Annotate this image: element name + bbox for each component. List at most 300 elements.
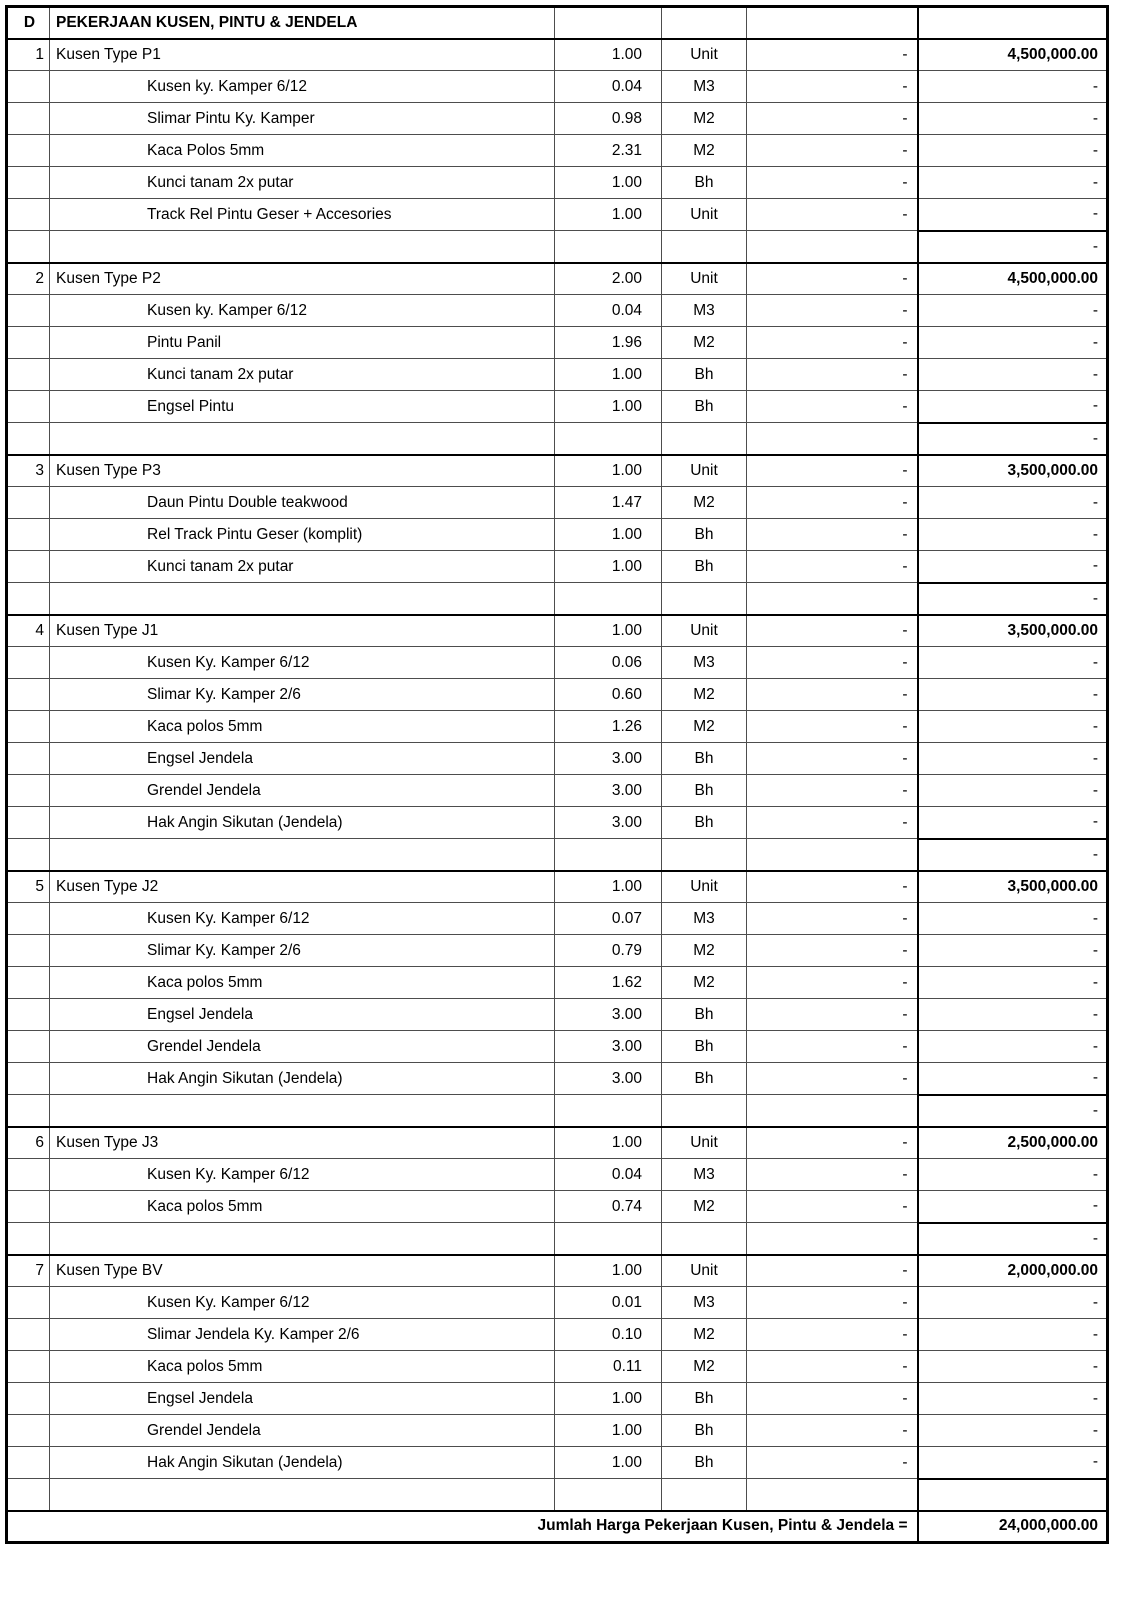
component-row	[7, 999, 1108, 1031]
cell-unit: M3	[662, 903, 747, 935]
cell-total: -	[918, 231, 1108, 263]
cell-unit: Bh	[662, 1383, 747, 1415]
cell-quantity: 1.96	[555, 327, 662, 359]
cell-unit-price	[747, 1479, 918, 1511]
cell-item-number	[7, 167, 50, 199]
component-row	[7, 1191, 1108, 1223]
cell-unit	[662, 1479, 747, 1511]
cell-quantity: 1.00	[555, 455, 662, 487]
cell-quantity	[555, 231, 662, 263]
cell-description: Kusen Type BV	[50, 1255, 555, 1287]
cell-item-number	[7, 679, 50, 711]
cell-unit-price: -	[747, 103, 918, 135]
cell-total: 4,500,000.00	[918, 39, 1108, 71]
cell-item-number	[7, 391, 50, 423]
cell-section-title: PEKERJAAN KUSEN, PINTU & JENDELA	[50, 7, 555, 39]
section-spacer-row	[7, 423, 1108, 455]
cell-unit	[662, 583, 747, 615]
cell-unit-price: -	[747, 903, 918, 935]
cell-unit: M2	[662, 967, 747, 999]
cell-unit: Unit	[662, 39, 747, 71]
cell-quantity	[555, 1095, 662, 1127]
cell-total: -	[918, 807, 1108, 839]
cell-unit: M2	[662, 1351, 747, 1383]
cell-quantity: 0.04	[555, 1159, 662, 1191]
cell-item-number	[7, 775, 50, 807]
cell-total: -	[918, 487, 1108, 519]
cell-description: Kusen Ky. Kamper 6/12	[50, 903, 555, 935]
component-row	[7, 711, 1108, 743]
cell-unit: Bh	[662, 1415, 747, 1447]
cell-unit-price: -	[747, 135, 918, 167]
cell-description: Grendel Jendela	[50, 1031, 555, 1063]
cell-unit: Bh	[662, 167, 747, 199]
cell-description: Pintu Panil	[50, 327, 555, 359]
cell-unit: Unit	[662, 871, 747, 903]
cell-unit: Bh	[662, 999, 747, 1031]
cell-quantity: 0.60	[555, 679, 662, 711]
cell-description: Kusen Ky. Kamper 6/12	[50, 1287, 555, 1319]
cell-quantity	[555, 423, 662, 455]
component-row	[7, 71, 1108, 103]
cell-unit-price: -	[747, 1031, 918, 1063]
cell-item-number	[7, 103, 50, 135]
cell-unit-price	[747, 1095, 918, 1127]
cell-total: -	[918, 551, 1108, 583]
cell-unit-price: -	[747, 807, 918, 839]
section-header-row	[7, 39, 1108, 71]
cell-quantity: 1.00	[555, 519, 662, 551]
cell-total: -	[918, 1223, 1108, 1255]
cell-description: Kunci tanam 2x putar	[50, 551, 555, 583]
cell-item-number	[7, 647, 50, 679]
cell-total: -	[918, 935, 1108, 967]
cell-description: Engsel Jendela	[50, 743, 555, 775]
cell-quantity: 0.01	[555, 1287, 662, 1319]
component-row	[7, 647, 1108, 679]
cell-unit	[662, 7, 747, 39]
section-header-row	[7, 1127, 1108, 1159]
cell-total: 3,500,000.00	[918, 871, 1108, 903]
cell-description: Rel Track Pintu Geser (komplit)	[50, 519, 555, 551]
cell-description: Track Rel Pintu Geser + Accesories	[50, 199, 555, 231]
cell-total: -	[918, 519, 1108, 551]
cell-total: -	[918, 1095, 1108, 1127]
cell-total: -	[918, 1383, 1108, 1415]
cell-unit-price: -	[747, 263, 918, 295]
cell-unit-price: -	[747, 711, 918, 743]
cell-description: Kusen Type J3	[50, 1127, 555, 1159]
cell-section-letter: D	[7, 7, 50, 39]
cell-total: -	[918, 1351, 1108, 1383]
section-header-row	[7, 455, 1108, 487]
cell-quantity: 0.10	[555, 1319, 662, 1351]
grand-total-label: Jumlah Harga Pekerjaan Kusen, Pintu & Jendela =	[7, 1511, 918, 1543]
cell-quantity	[555, 839, 662, 871]
cell-item-number	[7, 327, 50, 359]
cell-item-number	[7, 1095, 50, 1127]
cell-unit-price: -	[747, 1383, 918, 1415]
cell-item-number	[7, 1479, 50, 1511]
cell-unit	[662, 1223, 747, 1255]
cell-quantity: 1.00	[555, 871, 662, 903]
cell-quantity: 3.00	[555, 743, 662, 775]
cell-description: Grendel Jendela	[50, 1415, 555, 1447]
cell-total: -	[918, 327, 1108, 359]
cell-quantity: 0.07	[555, 903, 662, 935]
cell-description: Kusen Type J2	[50, 871, 555, 903]
cell-unit-price: -	[747, 743, 918, 775]
cell-quantity: 1.47	[555, 487, 662, 519]
table-footer	[7, 1511, 1108, 1543]
cell-item-number	[7, 1319, 50, 1351]
cell-item-number	[7, 711, 50, 743]
cell-description	[50, 583, 555, 615]
cell-item-number: 3	[7, 455, 50, 487]
cell-total	[918, 1479, 1108, 1511]
cell-description: Kusen Type P3	[50, 455, 555, 487]
component-row	[7, 1063, 1108, 1095]
cell-total: -	[918, 1319, 1108, 1351]
cell-unit-price: -	[747, 871, 918, 903]
cell-unit-price: -	[747, 999, 918, 1031]
component-row	[7, 1351, 1108, 1383]
cell-item-number	[7, 1415, 50, 1447]
cell-quantity: 1.26	[555, 711, 662, 743]
cell-unit-price: -	[747, 1351, 918, 1383]
cell-unit: Bh	[662, 1063, 747, 1095]
cell-total: -	[918, 711, 1108, 743]
component-row	[7, 167, 1108, 199]
cell-item-number	[7, 839, 50, 871]
component-row	[7, 1031, 1108, 1063]
cell-quantity	[555, 583, 662, 615]
cell-description	[50, 231, 555, 263]
cell-description: Kusen ky. Kamper 6/12	[50, 295, 555, 327]
cell-description: Grendel Jendela	[50, 775, 555, 807]
cell-unit-price: -	[747, 679, 918, 711]
cell-item-number: 2	[7, 263, 50, 295]
cell-quantity: 1.00	[555, 39, 662, 71]
cell-unit-price: -	[747, 327, 918, 359]
component-row	[7, 295, 1108, 327]
section-spacer-row	[7, 1095, 1108, 1127]
cell-total: -	[918, 71, 1108, 103]
cell-total: -	[918, 967, 1108, 999]
cell-quantity: 0.79	[555, 935, 662, 967]
cell-item-number	[7, 295, 50, 327]
cell-total: -	[918, 583, 1108, 615]
cell-quantity: 1.00	[555, 1127, 662, 1159]
cell-unit-price: -	[747, 1447, 918, 1479]
cell-unit: Bh	[662, 391, 747, 423]
cell-total: -	[918, 1159, 1108, 1191]
cell-description	[50, 1479, 555, 1511]
cell-description: Kaca polos 5mm	[50, 711, 555, 743]
component-row	[7, 1383, 1108, 1415]
component-row	[7, 1287, 1108, 1319]
cell-unit: M2	[662, 327, 747, 359]
component-row	[7, 551, 1108, 583]
component-row	[7, 391, 1108, 423]
cell-total: -	[918, 423, 1108, 455]
section-spacer-row	[7, 1479, 1108, 1511]
cell-total: -	[918, 1415, 1108, 1447]
cell-unit: Bh	[662, 359, 747, 391]
component-row	[7, 103, 1108, 135]
cell-total: 4,500,000.00	[918, 263, 1108, 295]
cell-unit-price: -	[747, 1159, 918, 1191]
cell-unit: Bh	[662, 743, 747, 775]
cell-total: -	[918, 839, 1108, 871]
cell-unit: Unit	[662, 263, 747, 295]
cell-item-number: 5	[7, 871, 50, 903]
cell-unit: M2	[662, 1191, 747, 1223]
cell-item-number	[7, 1159, 50, 1191]
cell-unit-price: -	[747, 1191, 918, 1223]
cell-unit-price	[747, 583, 918, 615]
cell-description: Kusen Ky. Kamper 6/12	[50, 1159, 555, 1191]
cell-unit-price: -	[747, 647, 918, 679]
cell-item-number	[7, 1351, 50, 1383]
cell-unit-price: -	[747, 1127, 918, 1159]
cell-quantity: 3.00	[555, 775, 662, 807]
cell-unit: Bh	[662, 551, 747, 583]
cell-total: -	[918, 903, 1108, 935]
cell-unit: M3	[662, 1159, 747, 1191]
cell-total: 3,500,000.00	[918, 455, 1108, 487]
cell-unit-price: -	[747, 615, 918, 647]
cell-unit: M3	[662, 647, 747, 679]
component-row	[7, 519, 1108, 551]
cell-total: -	[918, 135, 1108, 167]
cell-quantity	[555, 1223, 662, 1255]
cell-description: Hak Angin Sikutan (Jendela)	[50, 1063, 555, 1095]
component-row	[7, 903, 1108, 935]
cell-item-number	[7, 743, 50, 775]
cell-item-number	[7, 1383, 50, 1415]
component-row	[7, 135, 1108, 167]
cell-total: 2,500,000.00	[918, 1127, 1108, 1159]
cell-unit: M2	[662, 935, 747, 967]
component-row	[7, 1447, 1108, 1479]
cell-quantity	[555, 7, 662, 39]
cell-quantity: 2.00	[555, 263, 662, 295]
cell-item-number	[7, 1447, 50, 1479]
cell-description: Slimar Jendela Ky. Kamper 2/6	[50, 1319, 555, 1351]
cell-item-number	[7, 967, 50, 999]
cell-quantity: 3.00	[555, 1063, 662, 1095]
cell-total: -	[918, 1287, 1108, 1319]
cell-total: -	[918, 167, 1108, 199]
cell-unit: M3	[662, 295, 747, 327]
cell-unit: Unit	[662, 455, 747, 487]
cell-unit: Unit	[662, 1255, 747, 1287]
section-spacer-row	[7, 583, 1108, 615]
boq-table	[5, 5, 1109, 1544]
cell-description	[50, 1223, 555, 1255]
cell-total: -	[918, 1191, 1108, 1223]
cell-total: -	[918, 359, 1108, 391]
cell-total: -	[918, 391, 1108, 423]
cell-quantity: 1.00	[555, 1255, 662, 1287]
cell-description: Kunci tanam 2x putar	[50, 359, 555, 391]
cell-unit-price: -	[747, 487, 918, 519]
cell-item-number	[7, 519, 50, 551]
cell-unit-price: -	[747, 775, 918, 807]
cell-unit-price: -	[747, 71, 918, 103]
cell-unit: Bh	[662, 1447, 747, 1479]
cell-description: Slimar Ky. Kamper 2/6	[50, 935, 555, 967]
cell-description: Kaca polos 5mm	[50, 967, 555, 999]
cell-total: 3,500,000.00	[918, 615, 1108, 647]
cell-quantity: 3.00	[555, 1031, 662, 1063]
cell-quantity: 1.62	[555, 967, 662, 999]
cell-description	[50, 423, 555, 455]
cell-quantity: 1.00	[555, 1447, 662, 1479]
cell-unit: Bh	[662, 807, 747, 839]
cell-description: Kunci tanam 2x putar	[50, 167, 555, 199]
cell-description: Kaca polos 5mm	[50, 1191, 555, 1223]
cell-item-number: 4	[7, 615, 50, 647]
component-row	[7, 487, 1108, 519]
cell-unit-price: -	[747, 551, 918, 583]
section-spacer-row	[7, 1223, 1108, 1255]
cell-unit: M2	[662, 1319, 747, 1351]
component-row	[7, 327, 1108, 359]
section-header-row	[7, 263, 1108, 295]
component-row	[7, 807, 1108, 839]
cell-total: -	[918, 679, 1108, 711]
cell-item-number	[7, 903, 50, 935]
component-row	[7, 679, 1108, 711]
cell-description: Engsel Pintu	[50, 391, 555, 423]
section-header-row	[7, 871, 1108, 903]
cell-unit-price: -	[747, 359, 918, 391]
cell-item-number	[7, 231, 50, 263]
table-body	[7, 7, 1108, 1511]
cell-description: Slimar Ky. Kamper 2/6	[50, 679, 555, 711]
cell-total: 2,000,000.00	[918, 1255, 1108, 1287]
cell-unit: M3	[662, 1287, 747, 1319]
cell-unit-price: -	[747, 295, 918, 327]
grand-total-row	[7, 1511, 1108, 1543]
cell-item-number	[7, 487, 50, 519]
component-row	[7, 935, 1108, 967]
cell-quantity: 1.00	[555, 615, 662, 647]
cell-unit: Unit	[662, 1127, 747, 1159]
cell-description: Kusen Type P2	[50, 263, 555, 295]
cell-unit	[662, 1095, 747, 1127]
cell-quantity: 3.00	[555, 807, 662, 839]
cell-unit	[662, 423, 747, 455]
component-row	[7, 743, 1108, 775]
cell-unit: Bh	[662, 519, 747, 551]
cell-description: Daun Pintu Double teakwood	[50, 487, 555, 519]
cell-quantity: 1.00	[555, 199, 662, 231]
component-row	[7, 775, 1108, 807]
component-row	[7, 1415, 1108, 1447]
cell-unit-price: -	[747, 199, 918, 231]
cell-item-number	[7, 583, 50, 615]
cell-item-number: 6	[7, 1127, 50, 1159]
cell-description: Kusen Ky. Kamper 6/12	[50, 647, 555, 679]
cell-unit-price: -	[747, 1415, 918, 1447]
cell-description: Engsel Jendela	[50, 1383, 555, 1415]
cell-quantity: 1.00	[555, 167, 662, 199]
cell-unit-price: -	[747, 167, 918, 199]
cell-description: Hak Angin Sikutan (Jendela)	[50, 1447, 555, 1479]
cell-item-number	[7, 935, 50, 967]
cell-description: Slimar Pintu Ky. Kamper	[50, 103, 555, 135]
cell-item-number	[7, 423, 50, 455]
cell-unit-price: -	[747, 935, 918, 967]
cell-unit: M2	[662, 711, 747, 743]
cell-unit-price	[747, 839, 918, 871]
cell-description: Hak Angin Sikutan (Jendela)	[50, 807, 555, 839]
cell-description	[50, 839, 555, 871]
cell-unit-price: -	[747, 391, 918, 423]
table-title-row	[7, 7, 1108, 39]
cell-item-number	[7, 1063, 50, 1095]
cell-total: -	[918, 647, 1108, 679]
cell-description: Kusen Type P1	[50, 39, 555, 71]
cell-unit-price: -	[747, 1063, 918, 1095]
cell-quantity: 1.00	[555, 359, 662, 391]
cell-total: -	[918, 199, 1108, 231]
cell-description: Kusen ky. Kamper 6/12	[50, 71, 555, 103]
cell-unit-price	[747, 423, 918, 455]
component-row	[7, 1159, 1108, 1191]
cell-unit-price: -	[747, 455, 918, 487]
cell-unit: Unit	[662, 615, 747, 647]
cell-item-number	[7, 1191, 50, 1223]
cell-total: -	[918, 999, 1108, 1031]
cell-unit: M3	[662, 71, 747, 103]
cell-total: -	[918, 103, 1108, 135]
cell-quantity: 1.00	[555, 1383, 662, 1415]
section-spacer-row	[7, 839, 1108, 871]
cell-quantity: 2.31	[555, 135, 662, 167]
cell-quantity: 0.04	[555, 295, 662, 327]
cell-item-number: 7	[7, 1255, 50, 1287]
section-spacer-row	[7, 231, 1108, 263]
cell-description: Kaca polos 5mm	[50, 1351, 555, 1383]
cell-unit: M2	[662, 487, 747, 519]
cell-unit: M2	[662, 679, 747, 711]
cell-total: -	[918, 1447, 1108, 1479]
cell-item-number	[7, 1223, 50, 1255]
cell-description	[50, 1095, 555, 1127]
cell-unit	[662, 231, 747, 263]
cell-quantity: 1.00	[555, 1415, 662, 1447]
cell-unit	[662, 839, 747, 871]
component-row	[7, 199, 1108, 231]
section-header-row	[7, 615, 1108, 647]
section-header-row	[7, 1255, 1108, 1287]
cell-unit-price: -	[747, 1287, 918, 1319]
cell-unit-price: -	[747, 1319, 918, 1351]
cell-item-number	[7, 71, 50, 103]
cell-quantity: 0.74	[555, 1191, 662, 1223]
cell-item-number	[7, 807, 50, 839]
cell-total: -	[918, 775, 1108, 807]
cell-unit-price	[747, 1223, 918, 1255]
cell-quantity: 0.06	[555, 647, 662, 679]
cell-unit: Unit	[662, 199, 747, 231]
cell-description: Engsel Jendela	[50, 999, 555, 1031]
cell-quantity: 0.11	[555, 1351, 662, 1383]
